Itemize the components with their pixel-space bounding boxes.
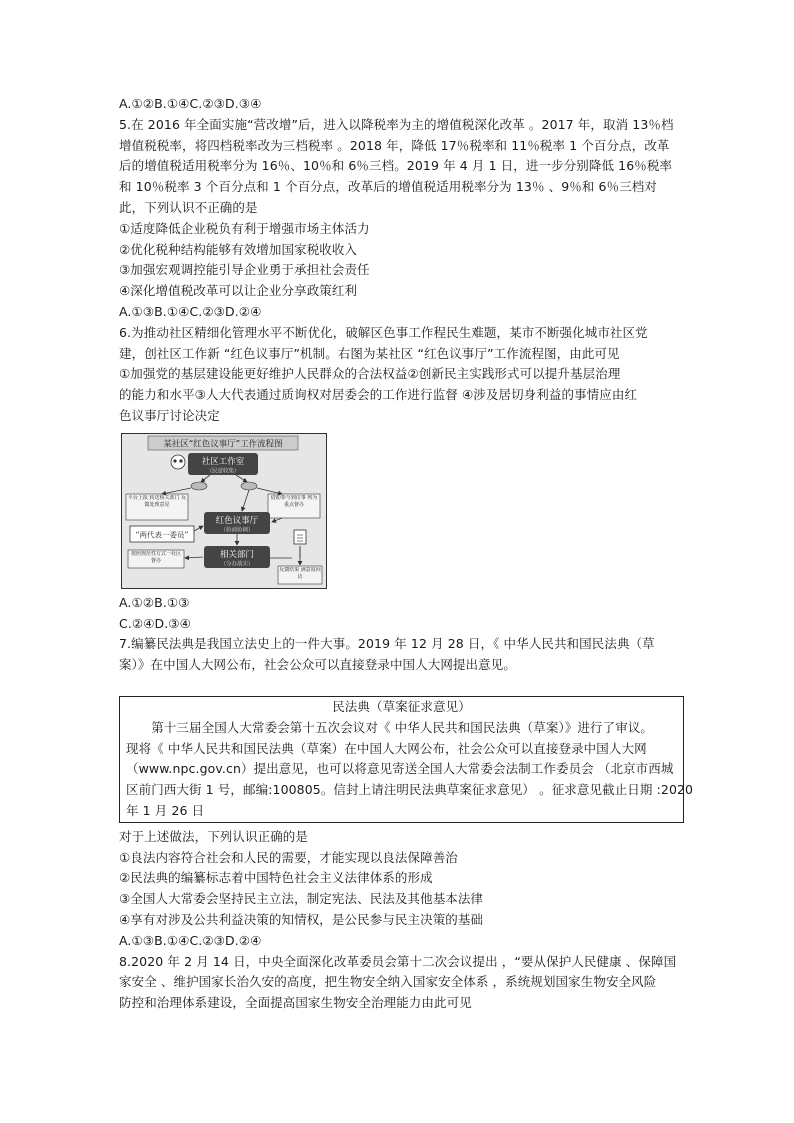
node-hall-label: 红色议事厅 <box>215 515 259 526</box>
clipboard-icon <box>294 530 306 544</box>
flowchart-figure <box>121 433 327 589</box>
branch-oval-left <box>191 482 207 490</box>
exam-page <box>119 94 694 1014</box>
q5-item: ①适度降低企业税负有利于增强市场主体活力 <box>119 220 370 236</box>
q8-stem-line: 8.2020 年 2 月 14 日，中央全面深化改革委员会第十二次会议提出 ，“要从保护人民健康 、保障国 <box>119 953 677 969</box>
node-rep-label: “两代表一委员” <box>135 530 189 540</box>
right-note-text: 借助参与到议事 列为重点督办 <box>270 494 318 508</box>
node-hall-sub: （协商协调） <box>220 527 254 534</box>
node-dept-sub: （分办落实） <box>220 561 254 568</box>
question-7 <box>119 634 694 951</box>
q5-stem-line: 和 10％税率 3 个百分点和 1 个百分点，改革后的增值税适用税率分为 13％ 、9％和 6％三档对 <box>119 179 658 195</box>
figure-title: 某社区“红色议事厅”工作流程图 <box>163 439 283 450</box>
bottom-note-text: 按照规范性方式一社区督办 <box>130 550 181 564</box>
node-dept-label: 相关部门 <box>219 549 255 560</box>
notice-line: 现将《 中华人民共和国民法典（草案）在中国人大网公布，社会公众可以直接登录中国人大网 <box>126 740 647 756</box>
notice-line: 年 1 月 26 日 <box>126 802 205 818</box>
q7-item: ①良法内容符合社会和人民的需要，才能实现以良法保障善治 <box>119 849 458 865</box>
q7-question: 对于上述做法，下列认识正确的是 <box>119 828 309 844</box>
people-icon <box>171 455 185 469</box>
q5-stem-line: 此，下列认识不正确的是 <box>119 199 258 215</box>
q4-options: A.①②B.①④C.②③D.③④ <box>119 96 262 111</box>
q5-item: ③加强宏观调控能引导企业勇于承担社会责任 <box>119 262 370 278</box>
q5-item: ④深化增值税改革可以让企业分享政策红利 <box>119 283 358 299</box>
q5-stem-line: 后的增值税适用税率分为 16％、10％和 6％三档。2019 年 4 月 1 日，进一步分别降低 16％税率 <box>119 158 673 174</box>
q5-options: A.①③B.①④C.②③D.②④ <box>119 303 262 319</box>
q8-stem-line: 家安全 、维护国家长治久安的高度，把生物安全纳入国家安全体系 ，系统规划国家生物安全风险 <box>119 974 657 990</box>
q5-stem-line: 5.在 2016 年全面实施“营改增”后，进入以降税率为主的增值税深化改革 。2017 年，取消 13％档 <box>119 116 674 132</box>
node-office-sub: （民意收集） <box>206 468 240 475</box>
left-note-text: 平台上报 转送相关部门 反馈处理意见 <box>127 494 187 508</box>
flowchart-svg <box>122 434 326 588</box>
q6-stem-line: 色议事厅讨论决定 <box>119 407 220 423</box>
q6-stem-line: ①加强党的基层建设能更好维护人民群众的合法权益②创新民主实践形式可以提升基层治理 <box>119 366 621 382</box>
notice-box <box>119 696 694 823</box>
notice-line: 第十三届全国人大常委会第十五次会议对《 中华人民共和国民法典（草案）》进行了审议。 <box>126 719 654 735</box>
bottom-right-note-text: 反馈结果 满意度回访 <box>279 566 321 580</box>
q5-stem-line: 增值税税率，将四档税率改为三档税率 。2018 年，降低 17％税率和 11％税率 1 个百分点，改革 <box>119 137 670 153</box>
q7-stem-line: 7.编纂民法典是我国立法史上的一件大事。2019 年 12 月 28 日，《 中华人民共和国民法典（草 <box>119 636 655 652</box>
q6-options: A.①②B.①③ <box>119 594 190 610</box>
q7-item: ④享有对涉及公共利益决策的知情权，是公民参与民主决策的基础 <box>119 911 484 927</box>
q7-item: ②民法典的编纂标志着中国特色社会主义法律体系的形成 <box>119 870 433 886</box>
q7-options: A.①③B.①④C.②③D.②④ <box>119 932 262 948</box>
people-icon-head <box>173 459 176 462</box>
notice-title: 民法典（草案征求意见） <box>332 698 471 714</box>
notice-line: （www.npc.gov.cn）提出意见，也可以将意见寄送全国人大常委会法制工作委员会 （北京市西城 <box>126 761 674 777</box>
question-6 <box>119 323 684 635</box>
q6-stem-line: 6.为推动社区精细化管理水平不断优化，破解区色事工作程民生难题，某市不断强化城市社区党 <box>119 324 648 340</box>
people-icon-head <box>179 459 182 462</box>
q6-options: C.②④D.③④ <box>119 615 191 631</box>
q7-stem-line: 案）》在中国人大网公布，社会公众可以直接登录中国人大网提出意见。 <box>119 657 516 673</box>
q6-stem-line: 建，创社区工作新 “红色议事厅”机制。右图为某社区 “红色议事厅”工作流程图，由此可见 <box>119 345 620 361</box>
question-5 <box>119 115 684 323</box>
notice-line: 区前门西大街 1 号，邮编:100805。信封上请注明民法典草案征求意见） 。征求意见截止日期 :2020 <box>126 782 694 798</box>
q5-item: ②优化税种结构能够有效增加国家税收收入 <box>119 241 358 257</box>
q7-item: ③全国人大常委会坚持民主立法，制定宪法、民法及其他基本法律 <box>119 891 484 907</box>
branch-oval-right <box>241 482 257 490</box>
q6-stem-line: 的能力和水平③人大代表通过质询权对居委会的工作进行监督 ④涉及居切身利益的事情应由红 <box>119 387 638 403</box>
q8-stem-line: 防控和治理体系建设，全面提高国家生物安全治理能力由此可见 <box>119 995 472 1011</box>
question-8 <box>119 952 684 1014</box>
node-office-label: 社区工作室 <box>201 456 245 467</box>
